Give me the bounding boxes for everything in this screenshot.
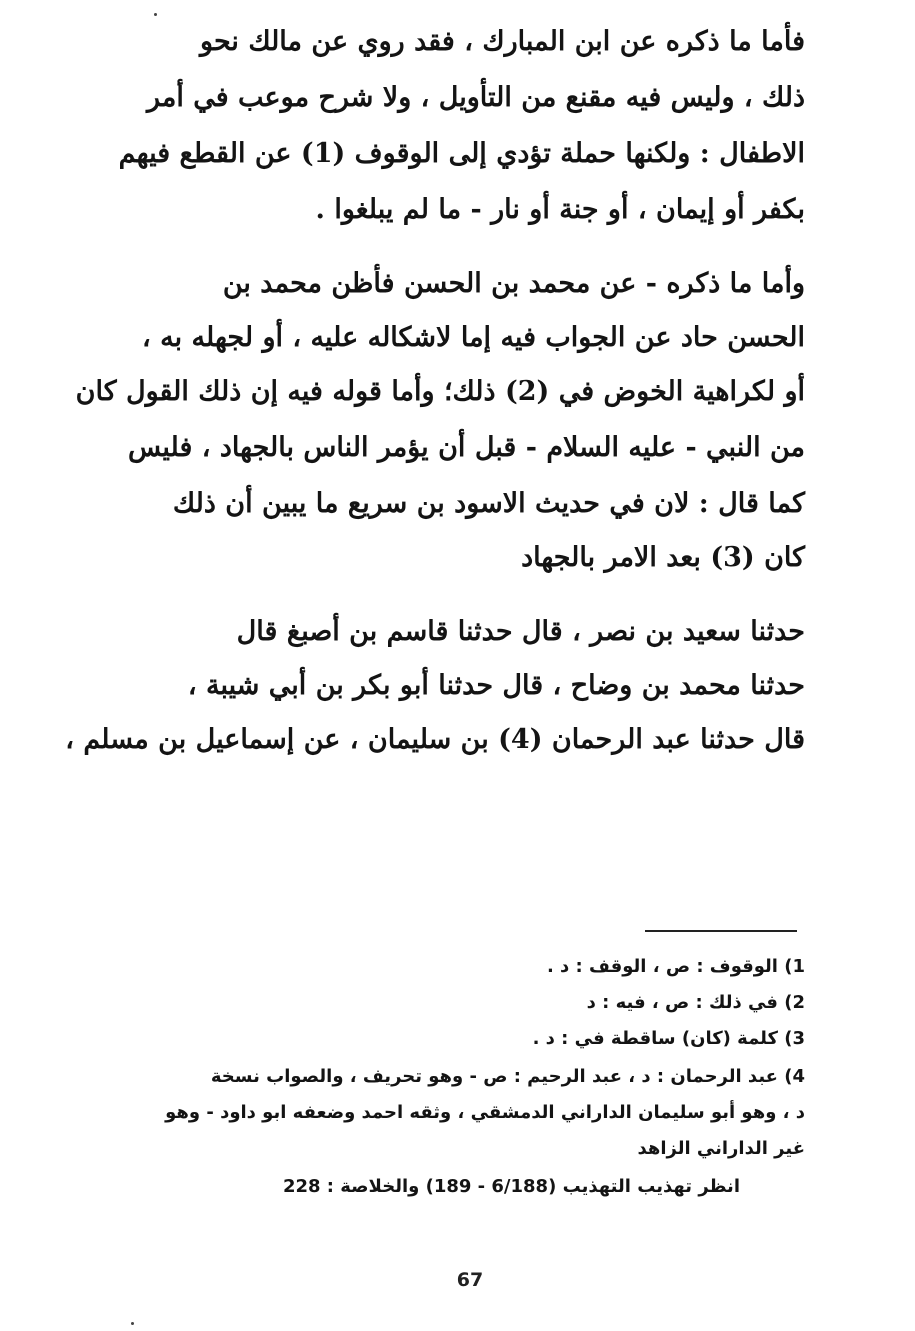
text-line: بكفر أو إيمان ، أو جنة أو نار - ما لم يبلغوا . <box>315 194 805 225</box>
scan-speck <box>154 13 157 16</box>
text-line: من النبي - عليه السلام - قبل أن يؤمر الناس بالجهاد ، فليس <box>127 432 805 463</box>
footnote-reference: انظر تهذيب التهذيب (6/188 - 189) والخلاصة : 228 <box>282 1176 740 1197</box>
page-number: 67 <box>456 1269 484 1291</box>
text-line: أو لكراهية الخوض في (2) ذلك؛ وأما قوله فيه إن ذلك القول كان <box>75 376 805 407</box>
text-line: قال حدثنا عبد الرحمان (4) بن سليمان ، عن إسماعيل بن مسلم ، <box>65 724 805 755</box>
footnote-4-continued: غير الداراني الزاهد <box>637 1138 805 1159</box>
footnote-1: 1) الوقوف : ص ، الوقف : د . <box>546 956 805 977</box>
scan-speck <box>131 1322 134 1325</box>
text-line: الحسن حاد عن الجواب فيه إما لاشكاله عليه ، أو لجهله به ، <box>142 322 805 353</box>
text-line: وأما ما ذكره - عن محمد بن الحسن فأظن محمد بن <box>222 268 805 299</box>
text-line: كما قال : لان في حديث الاسود بن سريع ما يبين أن ذلك <box>172 488 805 519</box>
footnote-3: 3) كلمة (كان) ساقطة في : د . <box>532 1028 805 1049</box>
text-line: كان (3) بعد الامر بالجهاد <box>521 542 805 573</box>
footnote-2: 2) في ذلك : ص ، فيه : د <box>586 992 805 1013</box>
text-line: فأما ما ذكره عن ابن المبارك ، فقد روي عن مالك نحو <box>200 26 805 57</box>
footnote-separator <box>645 930 797 932</box>
footnote-4: 4) عبد الرحمان : د ، عبد الرحيم : ص - وهو تحريف ، والصواب نسخة <box>210 1066 805 1087</box>
text-line: ذلك ، وليس فيه مقنع من التأويل ، ولا شرح موعب في أمر <box>146 82 805 113</box>
text-line: الاطفال : ولكنها حملة تؤدي إلى الوقوف (1) عن القطع فيهم <box>118 138 805 169</box>
footnote-4-continued: د ، وهو أبو سليمان الداراني الدمشقي ، وثقه احمد وضعفه ابو داود - وهو <box>165 1102 805 1123</box>
text-line: حدثنا سعيد بن نصر ، قال حدثنا قاسم بن أصبغ قال <box>236 616 805 647</box>
text-line: حدثنا محمد بن وضاح ، قال حدثنا أبو بكر بن أبي شيبة ، <box>187 670 805 701</box>
